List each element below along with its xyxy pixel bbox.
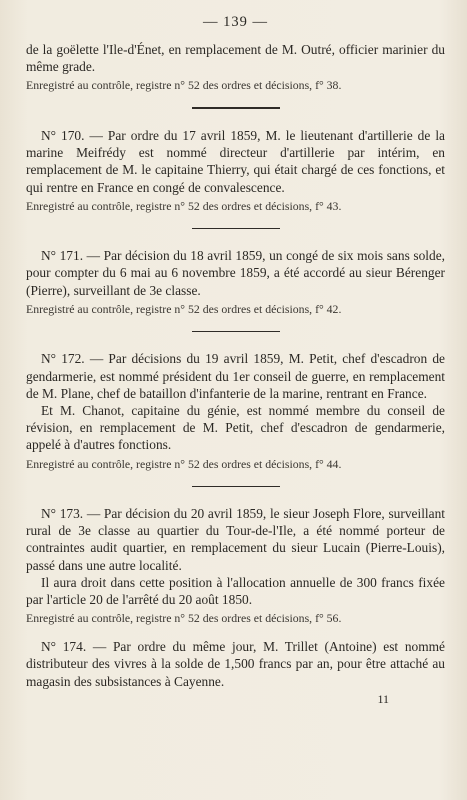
registration-note: Enregistré au contrôle, registre n° 52 des ordres et décisions, f° 44. xyxy=(26,456,342,471)
section-divider xyxy=(192,107,280,109)
entry-paragraph: N° 172. — Par décisions du 19 avril 1859, M. Petit, chef d'escadron de gendarmerie, est nommé président du 1er conseil de guerre, en remplacement de M. Plane, chef de bataillon d'infanterie de la marine, rentrant en France. xyxy=(26,351,445,401)
entry-paragraph: N° 174. — Par ordre du même jour, M. Trillet (Antoine) est nommé distributeur des vivres à la solde de 1,500 francs par an, pour être attaché au magasin des subsistances à Cayenne. xyxy=(26,639,445,689)
entry-paragraph: N° 170. — Par ordre du 17 avril 1859, M. le lieutenant d'artillerie de la marine Meifrédy est nommé directeur d'artillerie par intérim, en remplacement de M. le capitaine Thierry, qui était chargé de ces fonctions, et qui rentre en France en congé de convalescence. xyxy=(26,127,445,195)
entry-172 xyxy=(26,350,445,471)
section-divider xyxy=(192,228,280,230)
entry-173 xyxy=(26,505,445,626)
entry-paragraph: N° 171. — Par décision du 18 avril 1859, un congé de six mois sans solde, pour compter du 6 mai au 6 novembre 1859, a été accordé au sieur Bérenger (Pierre), surveillant de 3e classe. xyxy=(26,248,445,298)
entry-171 xyxy=(26,247,445,317)
entry-170 xyxy=(26,127,445,214)
entry-paragraph: de la goëlette l'Ile-d'Énet, en remplacement de M. Outré, officier marinier du même grade. xyxy=(26,42,445,75)
registration-note: Enregistré au contrôle, registre n° 52 des ordres et décisions, f° 42. xyxy=(26,301,342,316)
section-divider xyxy=(192,486,280,488)
registration-note: Enregistré au contrôle, registre n° 52 des ordres et décisions, f° 38. xyxy=(26,78,342,93)
section-divider xyxy=(192,331,280,333)
entry-paragraph: Et M. Chanot, capitaine du génie, est nommé membre du conseil de révision, en remplacement de M. Petit, chef d'escadron de gendarmerie, appelé à d'autres fonctions. xyxy=(26,402,445,453)
page-number: — 139 — xyxy=(203,14,268,30)
registration-note: Enregistré au contrôle, registre n° 52 des ordres et décisions, f° 43. xyxy=(26,198,342,213)
entry-174 xyxy=(26,638,445,690)
entry-paragraph: N° 173. — Par décision du 20 avril 1859, le sieur Joseph Flore, surveillant rural de 3e classe au quartier du Tour-de-l'Ile, a été nommé porteur de contraintes audit quartier, en remplacement du sieur Lucain (Pierre-Louis), passé dans une autre localité. xyxy=(26,506,445,573)
entry-paragraph: Il aura droit dans cette position à l'allocation annuelle de 300 francs fixée par l'article 20 de l'arrêté du 20 août 1850. xyxy=(26,574,445,608)
entry-continuation xyxy=(26,41,445,93)
registration-note: Enregistré au contrôle, registre n° 52 des ordres et décisions, f° 56. xyxy=(26,611,342,626)
signature-mark: 11 xyxy=(377,691,389,706)
